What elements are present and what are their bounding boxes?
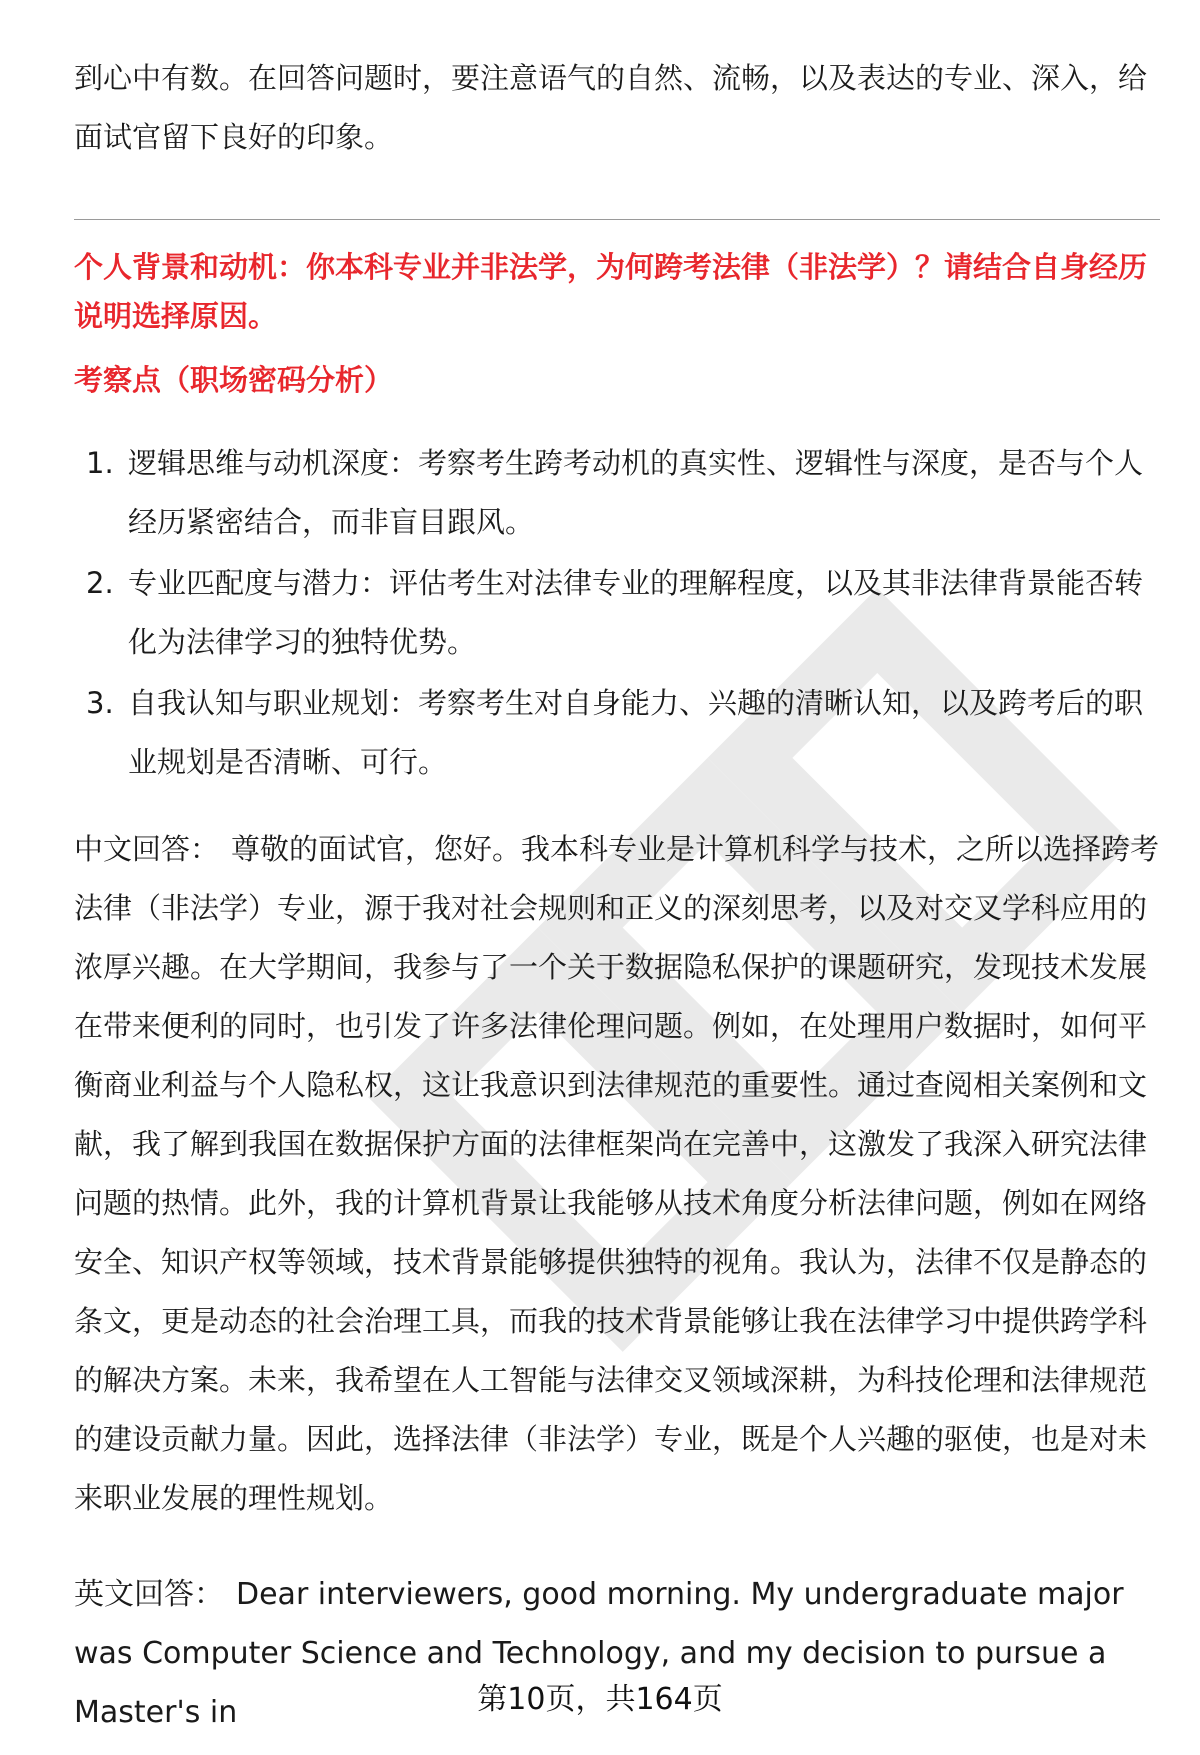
english-answer-label: 英文回答： bbox=[74, 1577, 224, 1612]
intro-paragraph: 到心中有数。在回答问题时，要注意语气的自然、流畅，以及表达的专业、深入，给面试官留下良好的印象。 bbox=[74, 61, 1148, 154]
english-answer-text: Dear interviewers, good morning. My undergraduate major was Computer Science and Technology, and my decision to pursue a Master's in bbox=[74, 1577, 1124, 1730]
question-heading: 个人背景和动机：你本科专业并非法学，为何跨考法律（非法学）？请结合自身经历说明选择原因。 bbox=[74, 250, 1148, 333]
list-item bbox=[74, 554, 1160, 672]
list-item-number: 2. bbox=[86, 566, 114, 600]
list-item-text: 自我认知与职业规划：考察考生对自身能力、兴趣的清晰认知，以及跨考后的职业规划是否清晰、可行。 bbox=[128, 686, 1144, 779]
list-item-text: 逻辑思维与动机深度：考察考生跨考动机的真实性、逻辑性与深度，是否与个人经历紧密结合，而非盲目跟风。 bbox=[128, 446, 1144, 539]
list-item-number: 1. bbox=[86, 446, 114, 480]
assessment-points-list bbox=[74, 434, 1160, 794]
page-number-footer: 第10页，共164页 bbox=[477, 1682, 723, 1717]
list-item bbox=[74, 674, 1160, 792]
list-item-number: 3. bbox=[86, 686, 114, 720]
chinese-answer-text: 尊敬的面试官，您好。我本科专业是计算机科学与技术，之所以选择跨考法律（非法学）专业，源于我对社会规则和正义的深刻思考，以及对交叉学科应用的浓厚兴趣。在大学期间，我参与了一个关于数据隐私保护的课题研究，发现技术发展在带来便利的同时，也引发了许多法律伦理问题。例如，在处理用户数据时，如何平衡商业利益与个人隐私权，这让我意识到法律规范的重要性。通过查阅相关案例和文献，我了解到我国在数据保护方面的法律框架尚在完善中，这激发了我深入研究法律问题的热情。此外，我的计算机背景让我能够从技术角度分析法律问题，例如在网络安全、知识产权等领域，技术背景能够提供独特的视角。我认为，法律不仅是静态的条文，更是动态的社会治理工具，而我的技术背景能够让我在法律学习中提供跨学科的解决方案。未来，我希望在人工智能与法律交叉领域深耕，为科技伦理和法律规范的建设贡献力量。因此，选择法律（非法学）专业，既是个人兴趣的驱使，也是对未来职业发展的理性规划。 bbox=[74, 832, 1160, 1515]
section-divider bbox=[74, 219, 1160, 220]
chinese-answer bbox=[74, 820, 1160, 1528]
list-item bbox=[74, 434, 1160, 552]
chinese-answer-label: 中文回答： bbox=[74, 832, 220, 866]
assessment-subheading: 考察点（职场密码分析） bbox=[74, 363, 394, 397]
list-item-text: 专业匹配度与潜力：评估考生对法律专业的理解程度，以及其非法律背景能否转化为法律学习的独特优势。 bbox=[128, 566, 1144, 659]
